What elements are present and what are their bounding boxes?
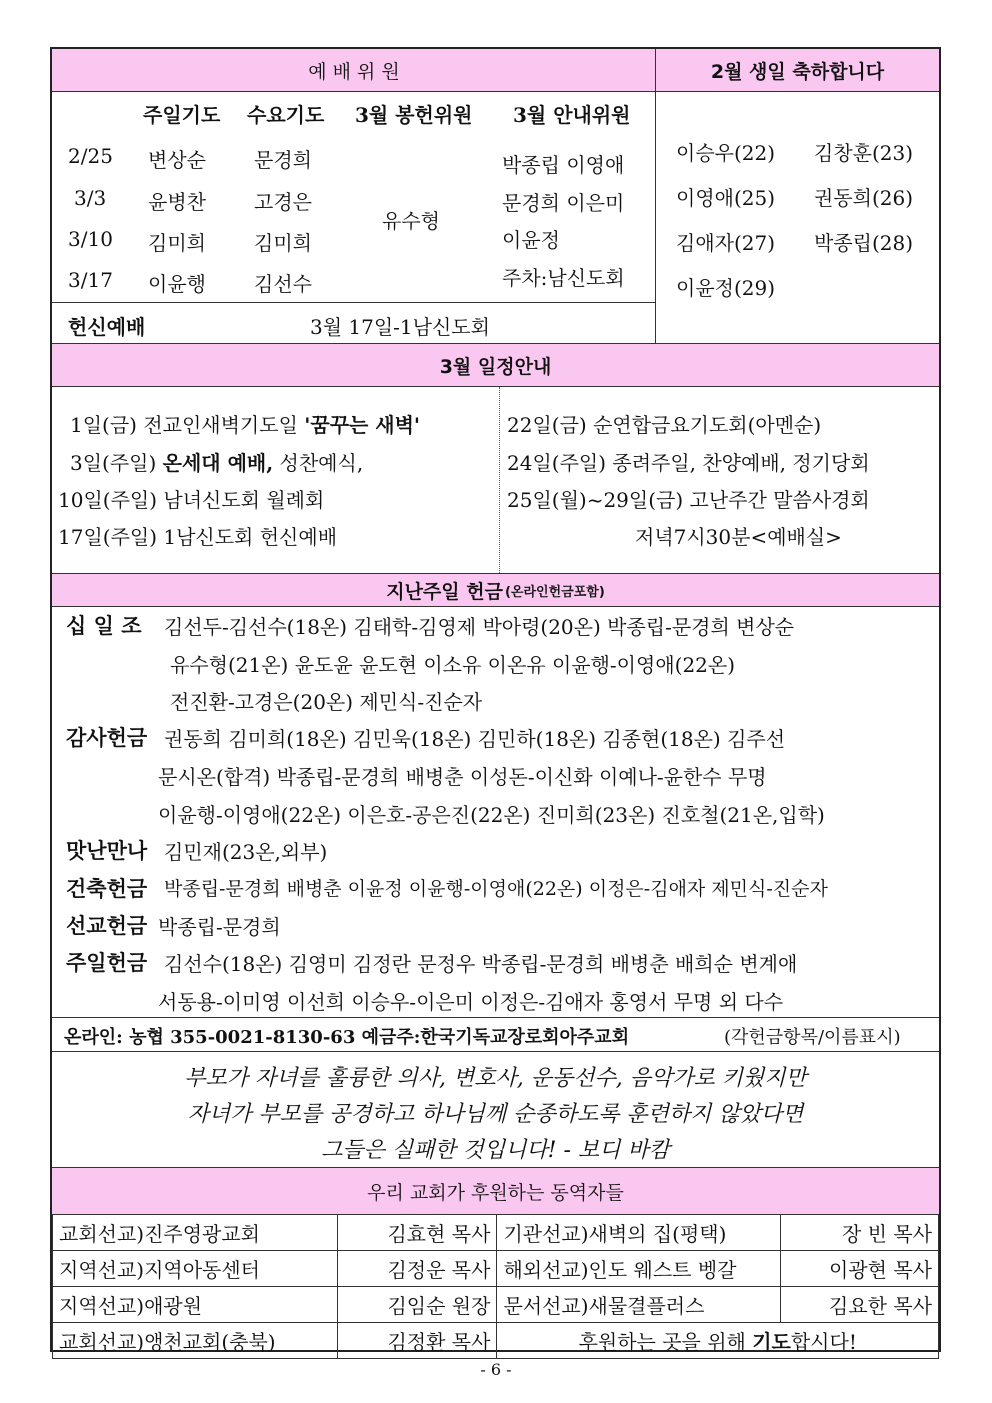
partners-header-text: 우리 교회가 후원하는 동역자들	[367, 1181, 624, 1204]
partner-row	[53, 1323, 939, 1359]
quote-line-2: 자녀가 부모를 공경하고 하나님께 순종하도록 훈련하지 않았다면	[187, 1102, 804, 1127]
partners-table	[52, 1214, 939, 1359]
partner-person: 김정환 목사	[337, 1323, 497, 1359]
bulletin-page	[50, 47, 941, 1352]
schedule-item-4: 17일(주일) 1남신도회 헌신예배	[58, 525, 338, 549]
first-offering-value: 김민재(23온,외부)	[164, 840, 328, 864]
worship-header-text: 예 배 위 원	[308, 60, 400, 83]
birthday-header	[656, 49, 939, 92]
tithe-line-2: 유수형(21온) 윤도윤 윤도현 이소유 이온유 이윤행-이영애(22온)	[170, 653, 736, 677]
sunday-offering-line-2: 서동용-이미영 이선희 이승우-이은미 이정은-김애자 홍영서 무명 외 다수	[158, 990, 784, 1014]
mission-label: 선교헌금	[66, 913, 148, 938]
schedule-header	[52, 343, 939, 387]
col-offering-committee: 3월 봉헌위원	[355, 103, 473, 127]
schedule-item-2-post: 성찬예식,	[273, 451, 364, 475]
offering-header-small: (온라인헌금포함)	[504, 584, 605, 600]
schedule-item-1-bold: '꿈꾸는 새벽'	[304, 413, 421, 437]
offering-header-text: 지난주일 헌금	[386, 580, 503, 603]
partner-person: 이광현 목사	[781, 1251, 939, 1287]
quote-line-1: 부모가 자녀를 훌륭한 의사, 변호사, 운동선수, 음악가로 키웠지만	[184, 1066, 807, 1091]
pray-post: 합시다!	[790, 1330, 857, 1354]
partner-org: 지역선교)애광원	[53, 1287, 338, 1323]
birthday-header-text: 2월 생일 축하합니다	[710, 60, 885, 83]
usher-4: 주차:남신도회	[502, 266, 625, 290]
sunday-prayer-4: 이윤행	[148, 272, 206, 296]
schedule-item-8: 저녁7시30분<예배실>	[635, 525, 842, 549]
birthday-1: 이승우(22)	[676, 141, 776, 165]
date-1: 2/25	[68, 144, 113, 168]
pray-bold: 기도	[752, 1330, 791, 1354]
date-4: 3/17	[68, 268, 113, 292]
partner-person: 김효현 목사	[337, 1215, 497, 1251]
sunday-prayer-2: 윤병찬	[148, 190, 206, 214]
partner-org: 기관선교)새벽의 집(평택)	[497, 1215, 781, 1251]
tithe-line-1: 김선두-김선수(18온) 김태학-김영제 박아령(20온) 박종립-문경희 변상순	[164, 615, 795, 639]
partner-row	[53, 1287, 939, 1323]
dedication-label: 헌신예배	[68, 315, 146, 339]
pray-text: 후원하는 곳을 위해	[578, 1330, 753, 1354]
col-sunday-prayer: 주일기도	[143, 103, 221, 127]
online-account: 온라인: 농협 355-0021-8130-63 예금주:한국기독교장로회아주교회	[64, 1027, 630, 1048]
partner-person: 김임순 원장	[337, 1287, 497, 1323]
page-number: - 6 -	[480, 1360, 512, 1379]
partner-org: 문서선교)새물결플러스	[497, 1287, 781, 1323]
worship-header	[52, 49, 656, 92]
wed-prayer-2: 고경은	[254, 190, 312, 214]
pray-message	[497, 1323, 939, 1359]
schedule-item-2	[70, 447, 363, 476]
schedule-item-3: 10일(주일) 남녀신도회 월례회	[58, 488, 325, 512]
partner-org: 해외선교)인도 웨스트 벵갈	[497, 1251, 781, 1287]
usher-1: 박종립 이영애	[502, 153, 625, 177]
top-divider	[655, 49, 656, 343]
dedication-value: 3월 17일-1남신도회	[310, 315, 490, 339]
partners-header	[52, 1167, 939, 1214]
wed-prayer-3: 김미희	[254, 231, 312, 255]
schedule-item-1	[70, 409, 420, 438]
offering-header	[52, 573, 939, 607]
partner-org: 교회선교)진주영광교회	[53, 1215, 338, 1251]
schedule-item-2-text: 3일(주일)	[70, 451, 163, 475]
partner-org: 지역선교)지역아동센터	[53, 1251, 338, 1287]
thanks-line-3: 이윤행-이영애(22온) 이은호-공은진(22온) 진미희(23온) 진호철(21온,입학)	[158, 803, 825, 827]
schedule-header-text: 3월 일정안내	[439, 355, 552, 378]
thanks-label: 감사헌금	[66, 725, 148, 750]
sunday-offering-label: 주일헌금	[66, 950, 148, 975]
birthday-3: 이영애(25)	[676, 186, 776, 210]
partner-row	[53, 1215, 939, 1251]
date-2: 3/3	[74, 186, 107, 210]
offering-member: 유수형	[382, 209, 440, 233]
birthday-6: 박종립(28)	[814, 231, 914, 255]
date-3: 3/10	[68, 227, 113, 251]
dedication-divider	[52, 302, 656, 303]
partner-org: 교회선교)앵천교회(충북)	[53, 1323, 338, 1359]
birthday-7: 이윤정(29)	[676, 276, 776, 300]
mission-value: 박종립-문경희	[158, 915, 281, 939]
online-note: (각헌금항목/이름표시)	[724, 1027, 901, 1048]
sunday-offering-line-1: 김선수(18온) 김영미 김정란 문정우 박종립-문경희 배병춘 배희순 변계애	[164, 952, 798, 976]
schedule-item-1-text: 1일(금) 전교인새벽기도일	[70, 413, 305, 437]
tithe-label: 십 일 조	[66, 613, 142, 638]
usher-3: 이윤정	[502, 228, 560, 252]
birthday-5: 김애자(27)	[676, 231, 776, 255]
col-usher-committee: 3월 안내위원	[513, 103, 631, 127]
schedule-divider	[499, 387, 500, 573]
thanks-line-2: 문시온(합격) 박종립-문경희 배병춘 이성돈-이신화 이예나-윤한수 무명	[158, 765, 767, 789]
building-label: 건축헌금	[66, 876, 148, 901]
online-bottom-line	[52, 1051, 939, 1052]
building-value: 박종립-문경희 배병춘 이윤정 이윤행-이영애(22온) 이정은-김애자 제민식-진순자	[164, 878, 828, 900]
partner-person: 김요한 목사	[781, 1287, 939, 1323]
quote-line-3: 그들은 실패한 것입니다! - 보디 바캄	[321, 1138, 670, 1163]
wed-prayer-4: 김선수	[254, 272, 312, 296]
first-offering-label: 맛난만나	[66, 838, 148, 863]
tithe-line-3: 전진환-고경은(20온) 제민식-진순자	[170, 690, 483, 714]
wed-prayer-1: 문경희	[254, 148, 312, 172]
sunday-prayer-1: 변상순	[148, 148, 206, 172]
birthday-4: 권동희(26)	[814, 186, 914, 210]
schedule-item-5: 22일(금) 순연합금요기도회(아멘순)	[507, 413, 822, 437]
thanks-line-1: 권동희 김미희(18온) 김민욱(18온) 김민하(18온) 김종현(18온) 김주선	[164, 727, 786, 751]
birthday-2: 김창훈(23)	[814, 141, 914, 165]
partner-person: 장 빈 목사	[781, 1215, 939, 1251]
schedule-item-7: 25일(월)~29일(금) 고난주간 말씀사경회	[507, 488, 870, 512]
schedule-item-6: 24일(주일) 종려주일, 찬양예배, 정기당회	[507, 451, 870, 475]
partner-person: 김정운 목사	[337, 1251, 497, 1287]
col-wed-prayer: 수요기도	[247, 103, 325, 127]
usher-2: 문경희 이은미	[502, 191, 625, 215]
sunday-prayer-3: 김미희	[148, 231, 206, 255]
partner-row	[53, 1251, 939, 1287]
schedule-item-2-bold: 온세대 예배,	[162, 451, 274, 475]
online-top-line	[52, 1017, 939, 1018]
